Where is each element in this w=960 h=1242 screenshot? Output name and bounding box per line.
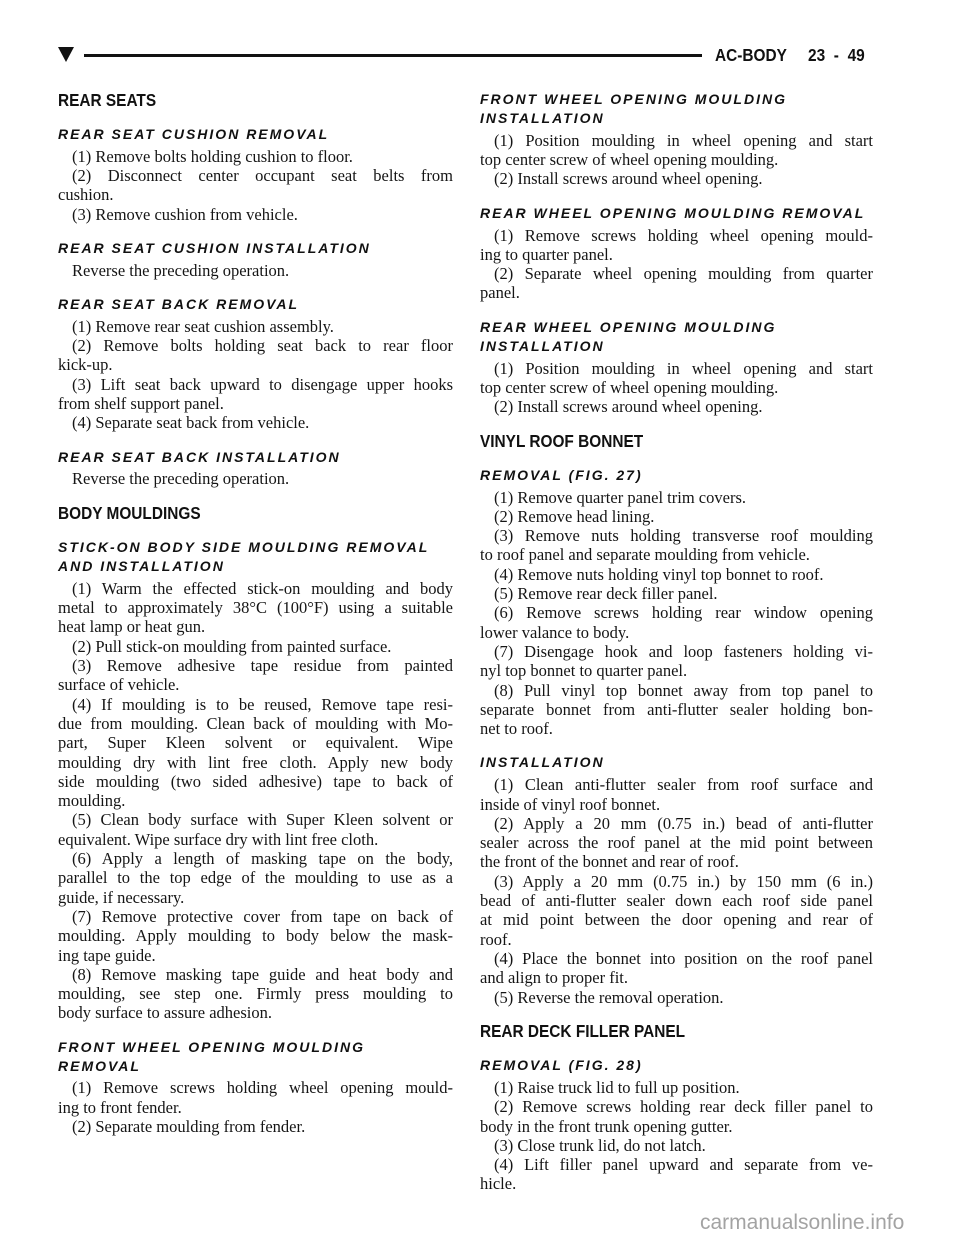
procedure-step bbox=[58, 205, 453, 224]
section-heading bbox=[58, 90, 453, 110]
text-line: (1) Clean anti-flutter sealer from roof surface and bbox=[494, 775, 873, 795]
section-heading-text: VINYL ROOF BONNET bbox=[480, 430, 644, 451]
procedure-step bbox=[480, 872, 873, 949]
procedure-step bbox=[480, 1097, 873, 1136]
procedure-step bbox=[58, 849, 453, 907]
text-line: (1) Warm the effected stick-on moulding and body bbox=[72, 578, 453, 598]
text-line: ing tape guide. bbox=[58, 945, 156, 965]
subsection-heading-line: INSTALLATION bbox=[480, 754, 605, 771]
procedure-step bbox=[480, 359, 873, 398]
text-line: nyl top bonnet to quarter panel. bbox=[480, 661, 688, 681]
text-line: (1) Remove screws holding wheel opening mould- bbox=[72, 1078, 453, 1098]
procedure-step bbox=[58, 469, 453, 488]
subsection-heading-line: FRONT WHEEL OPENING MOULDING bbox=[480, 91, 787, 107]
text-line: (5) Clean body surface with Super Kleen solvent or bbox=[72, 810, 453, 830]
text-line: body in the front trunk opening gutter. bbox=[480, 1116, 733, 1136]
procedure-step bbox=[58, 695, 453, 811]
text-line: (4) If moulding is to be reused, Remove tape resi- bbox=[72, 694, 453, 714]
procedure-step bbox=[480, 507, 873, 526]
procedure-step bbox=[58, 375, 453, 414]
procedure-step bbox=[58, 336, 453, 375]
text-line: (6) Apply a length of masking tape on the body, bbox=[72, 849, 453, 869]
procedure-step bbox=[480, 131, 873, 170]
procedure-step bbox=[480, 584, 873, 603]
procedure-step bbox=[480, 988, 873, 1007]
triangle-down-icon bbox=[58, 47, 74, 62]
text-line: side moulding (two sided adhesive) tape to back of bbox=[58, 771, 453, 791]
procedure-step bbox=[58, 317, 453, 336]
text-line: (1) Raise truck lid to full up position. bbox=[494, 1077, 740, 1097]
subsection-heading bbox=[58, 239, 453, 258]
text-line: (2) Remove head lining. bbox=[494, 506, 655, 526]
text-line: at mid point between the door opening and rear of bbox=[480, 910, 873, 930]
text-line: guide, if necessary. bbox=[58, 887, 185, 907]
text-line: metal to approximately 38°C (100°F) using a suitable bbox=[58, 598, 453, 618]
subsection-heading bbox=[58, 538, 453, 576]
text-line: part, Super Kleen solvent or equivalent. Wipe bbox=[58, 733, 453, 753]
text-line: to roof panel and separate moulding from vehicle. bbox=[480, 545, 810, 565]
section-heading bbox=[58, 503, 453, 523]
text-line: (3) Lift seat back upward to disengage upper hooks bbox=[72, 374, 453, 394]
text-line: surface of vehicle. bbox=[58, 675, 180, 695]
procedure-step bbox=[480, 488, 873, 507]
text-line: sealer across the roof panel at the mid point between bbox=[480, 833, 873, 853]
text-line: (4) Place the bonnet into position on the roof panel bbox=[494, 948, 873, 968]
procedure-step bbox=[480, 775, 873, 814]
subsection-heading bbox=[480, 204, 873, 223]
text-line: (2) Remove screws holding rear deck filler panel to bbox=[494, 1097, 873, 1117]
text-line: the front of the bonnet and rear of roof. bbox=[480, 852, 739, 872]
text-line: (2) Pull stick-on moulding from painted surface. bbox=[72, 636, 392, 656]
subsection-heading bbox=[58, 1038, 453, 1076]
procedure-step bbox=[480, 264, 873, 303]
text-line: (1) Position moulding in wheel opening and start bbox=[494, 358, 873, 378]
text-line: inside of vinyl roof bonnet. bbox=[480, 794, 661, 814]
subsection-heading-line: REAR SEAT CUSHION REMOVAL bbox=[58, 125, 330, 142]
text-line: (3) Apply a 20 mm (0.75 in.) by 150 mm (6 in.) bbox=[494, 871, 873, 891]
text-line: (6) Remove screws holding rear window opening bbox=[494, 603, 873, 623]
subsection-heading bbox=[480, 753, 873, 772]
text-line: kick-up. bbox=[58, 355, 113, 375]
page-number: 23 - 49 bbox=[808, 45, 865, 65]
procedure-step bbox=[480, 1078, 873, 1097]
text-line: (5) Reverse the removal operation. bbox=[494, 987, 724, 1007]
text-line: (3) Remove nuts holding transverse roof moulding bbox=[494, 526, 873, 546]
subsection-heading-line: REAR SEAT BACK INSTALLATION bbox=[58, 448, 341, 465]
text-line: lower valance to body. bbox=[480, 622, 630, 642]
text-line: (2) Apply a 20 mm (0.75 in.) bead of anti-flutter bbox=[494, 813, 873, 833]
section-heading bbox=[480, 1021, 873, 1041]
subsection-heading bbox=[58, 295, 453, 314]
procedure-step bbox=[480, 642, 873, 681]
procedure-step bbox=[58, 1117, 453, 1136]
procedure-step bbox=[480, 1155, 873, 1194]
subsection-heading bbox=[58, 125, 453, 144]
section-heading-text: REAR DECK FILLER PANEL bbox=[480, 1021, 686, 1042]
subsection-heading-line: REAR SEAT BACK REMOVAL bbox=[58, 295, 300, 312]
procedure-step bbox=[480, 169, 873, 188]
procedure-step bbox=[480, 603, 873, 642]
left-column bbox=[58, 90, 453, 1136]
subsection-heading bbox=[480, 90, 873, 128]
text-line: moulding dry with lint free cloth. Apply new body bbox=[58, 752, 453, 772]
text-line: (4) Lift filler panel upward and separate from ve- bbox=[494, 1155, 873, 1175]
text-line: (1) Remove bolts holding cushion to floor. bbox=[72, 146, 353, 166]
text-line: separate bonnet from anti-flutter sealer holding bon- bbox=[480, 699, 873, 719]
text-line: from shelf support panel. bbox=[58, 394, 224, 414]
text-line: panel. bbox=[480, 283, 520, 303]
text-line: (3) Close trunk lid, do not latch. bbox=[494, 1135, 706, 1155]
header-rule bbox=[84, 54, 702, 57]
subsection-heading bbox=[480, 1056, 873, 1075]
text-line: (5) Remove rear deck filler panel. bbox=[494, 584, 718, 604]
procedure-step bbox=[58, 147, 453, 166]
text-line: (2) Separate moulding from fender. bbox=[72, 1117, 306, 1137]
text-line: moulding. bbox=[58, 791, 126, 811]
text-line: top center screw of wheel opening moulding. bbox=[480, 150, 779, 170]
subsection-heading-line: REAR SEAT CUSHION INSTALLATION bbox=[58, 239, 371, 256]
text-line: (4) Separate seat back from vehicle. bbox=[72, 413, 310, 433]
procedure-step bbox=[480, 226, 873, 265]
text-line: (2) Disconnect center occupant seat belts from bbox=[72, 166, 453, 186]
text-line: and align to proper fit. bbox=[480, 968, 629, 988]
text-line: bead of anti-flutter sealer down each roof side panel bbox=[480, 891, 873, 911]
section-heading bbox=[480, 431, 873, 451]
procedure-step bbox=[58, 579, 453, 637]
text-line: (1) Position moulding in wheel opening and start bbox=[494, 130, 873, 150]
text-line: (8) Remove masking tape guide and heat body and bbox=[72, 964, 453, 984]
text-line: (7) Remove protective cover from tape on back of bbox=[72, 906, 453, 926]
subsection-heading bbox=[480, 318, 873, 356]
section-heading-text: REAR SEATS bbox=[58, 90, 157, 110]
procedure-step bbox=[58, 810, 453, 849]
subsection-heading-line: AND INSTALLATION bbox=[58, 557, 225, 574]
text-line: moulding, see step one. Firmly press moulding to bbox=[58, 984, 453, 1004]
text-line: ing to front fender. bbox=[58, 1097, 182, 1117]
procedure-step bbox=[480, 681, 873, 739]
right-column bbox=[480, 90, 873, 1194]
text-line: heat lamp or heat gun. bbox=[58, 617, 206, 637]
text-line: moulding. Apply moulding to body below the mask- bbox=[58, 926, 453, 946]
subsection-heading bbox=[480, 466, 873, 485]
procedure-step bbox=[480, 949, 873, 988]
subsection-heading-line: FRONT WHEEL OPENING MOULDING bbox=[58, 1038, 365, 1055]
text-line: cushion. bbox=[58, 185, 114, 205]
procedure-step bbox=[480, 814, 873, 872]
subsection-heading-line: REMOVAL bbox=[58, 1057, 141, 1074]
text-line: (2) Separate wheel opening moulding from quarter bbox=[494, 264, 873, 284]
text-line: Reverse the preceding operation. bbox=[72, 260, 290, 280]
text-line: roof. bbox=[480, 929, 512, 949]
watermark: carmanualsonline.info bbox=[700, 1211, 905, 1234]
text-line: top center screw of wheel opening moulding. bbox=[480, 377, 779, 397]
subsection-heading-line: REMOVAL (FIG. 28) bbox=[480, 1057, 643, 1074]
text-line: (3) Remove cushion from vehicle. bbox=[72, 204, 298, 224]
procedure-step bbox=[58, 637, 453, 656]
procedure-step bbox=[58, 413, 453, 432]
procedure-step bbox=[58, 261, 453, 280]
text-line: parallel to the top edge of the moulding to use as a bbox=[58, 868, 453, 888]
section-heading-text: BODY MOULDINGS bbox=[58, 503, 201, 524]
procedure-step bbox=[480, 565, 873, 584]
text-line: (2) Remove bolts holding seat back to rear floor bbox=[72, 336, 453, 356]
procedure-step bbox=[58, 907, 453, 965]
procedure-step bbox=[58, 1078, 453, 1117]
procedure-step bbox=[480, 1136, 873, 1155]
text-line: due from moulding. Clean back of moulding with Mo- bbox=[58, 713, 453, 733]
subsection-heading-line: REAR WHEEL OPENING MOULDING REMOVAL bbox=[480, 204, 866, 221]
text-line: (2) Install screws around wheel opening. bbox=[494, 169, 763, 189]
procedure-step bbox=[58, 656, 453, 695]
procedure-step bbox=[480, 526, 873, 565]
text-line: (1) Remove screws holding wheel opening mould- bbox=[494, 225, 873, 245]
text-line: hicle. bbox=[480, 1174, 517, 1194]
text-line: (1) Remove rear seat cushion assembly. bbox=[72, 316, 334, 336]
subsection-heading-line: STICK-ON BODY SIDE MOULDING REMOVAL bbox=[58, 538, 430, 555]
subsection-heading-line: REMOVAL (FIG. 27) bbox=[480, 466, 643, 483]
section-label: AC-BODY bbox=[715, 45, 787, 65]
text-line: (3) Remove adhesive tape residue from painted bbox=[72, 656, 453, 676]
text-line: net to roof. bbox=[480, 719, 553, 739]
procedure-step bbox=[480, 397, 873, 416]
subsection-heading bbox=[58, 448, 453, 467]
subsection-heading-line: INSTALLATION bbox=[480, 337, 605, 354]
text-line: body surface to assure adhesion. bbox=[58, 1003, 272, 1023]
subsection-heading-line: INSTALLATION bbox=[480, 110, 605, 126]
procedure-step bbox=[58, 166, 453, 205]
procedure-step bbox=[58, 965, 453, 1023]
text-line: (7) Disengage hook and loop fasteners holding vi- bbox=[494, 641, 873, 661]
text-line: (8) Pull vinyl top bonnet away from top panel to bbox=[494, 680, 873, 700]
text-line: (4) Remove nuts holding vinyl top bonnet to roof. bbox=[494, 564, 824, 584]
text-line: (1) Remove quarter panel trim covers. bbox=[494, 487, 746, 507]
subsection-heading-line: REAR WHEEL OPENING MOULDING bbox=[480, 318, 777, 335]
text-line: ing to quarter panel. bbox=[480, 244, 613, 264]
text-line: (2) Install screws around wheel opening. bbox=[494, 397, 763, 417]
text-line: equivalent. Wipe surface dry with lint free cloth. bbox=[58, 829, 379, 849]
text-line: Reverse the preceding operation. bbox=[72, 469, 290, 489]
